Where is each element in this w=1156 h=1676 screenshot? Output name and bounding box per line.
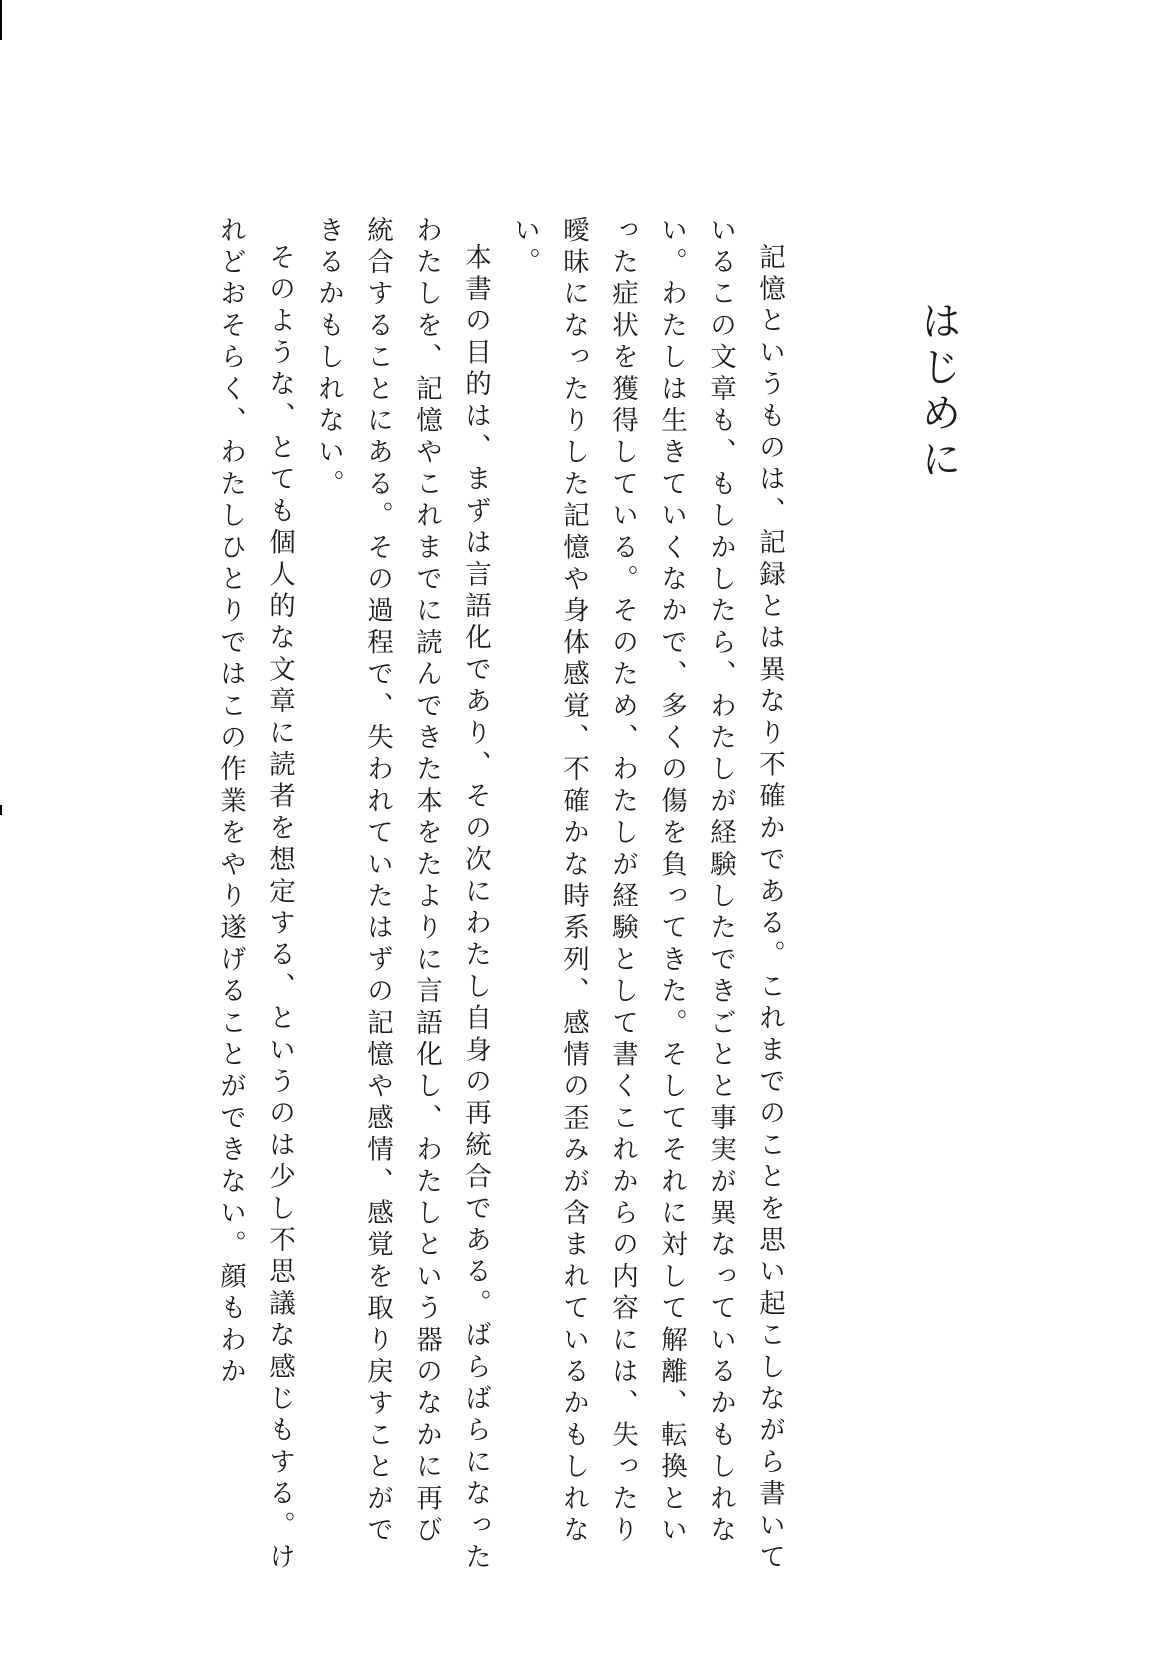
crop-mark-middle: [0, 805, 2, 815]
paragraph: そのような、とても個人的な文章に読者を想定する、というのは少し不思議な感じもする。けれどおそらく、わたしひとりではこの作業をやり遂げることができない。顔もわか: [215, 216, 295, 1574]
body-text: [194, 216, 794, 1576]
paragraph: 本書の目的は、まずは言語化であり、その次にわたし自身の再統合である。ばらばらになったわたしを、記憶やこれまでに読んできた本をたよりに言語化し、わたしという器のなかに再び統合することにある。その過程で、失われていたはずの記憶や感情、感覚を取り戻すことができるかもしれない。: [313, 216, 491, 1574]
paragraph: 記憶というものは、記録とは異なり不確かである。これまでのことを思い起こしながら書いているこの文章も、もしかしたら、わたしが経験したできごとと事実が異なっているかもしれない。わたしは生きていくなかで、多くの傷を負ってきた。そしてそれに対して解離、転換といった症状を獲得している。そのため、わたしが経験として書くこれからの内容には、失ったり曖昧になったりした記憶や身体感覚、不確かな時系列、感情の歪みが含まれているかもしれない。: [509, 216, 785, 1574]
crop-mark-top: [0, 0, 2, 40]
page-title: はじめに: [915, 300, 961, 484]
